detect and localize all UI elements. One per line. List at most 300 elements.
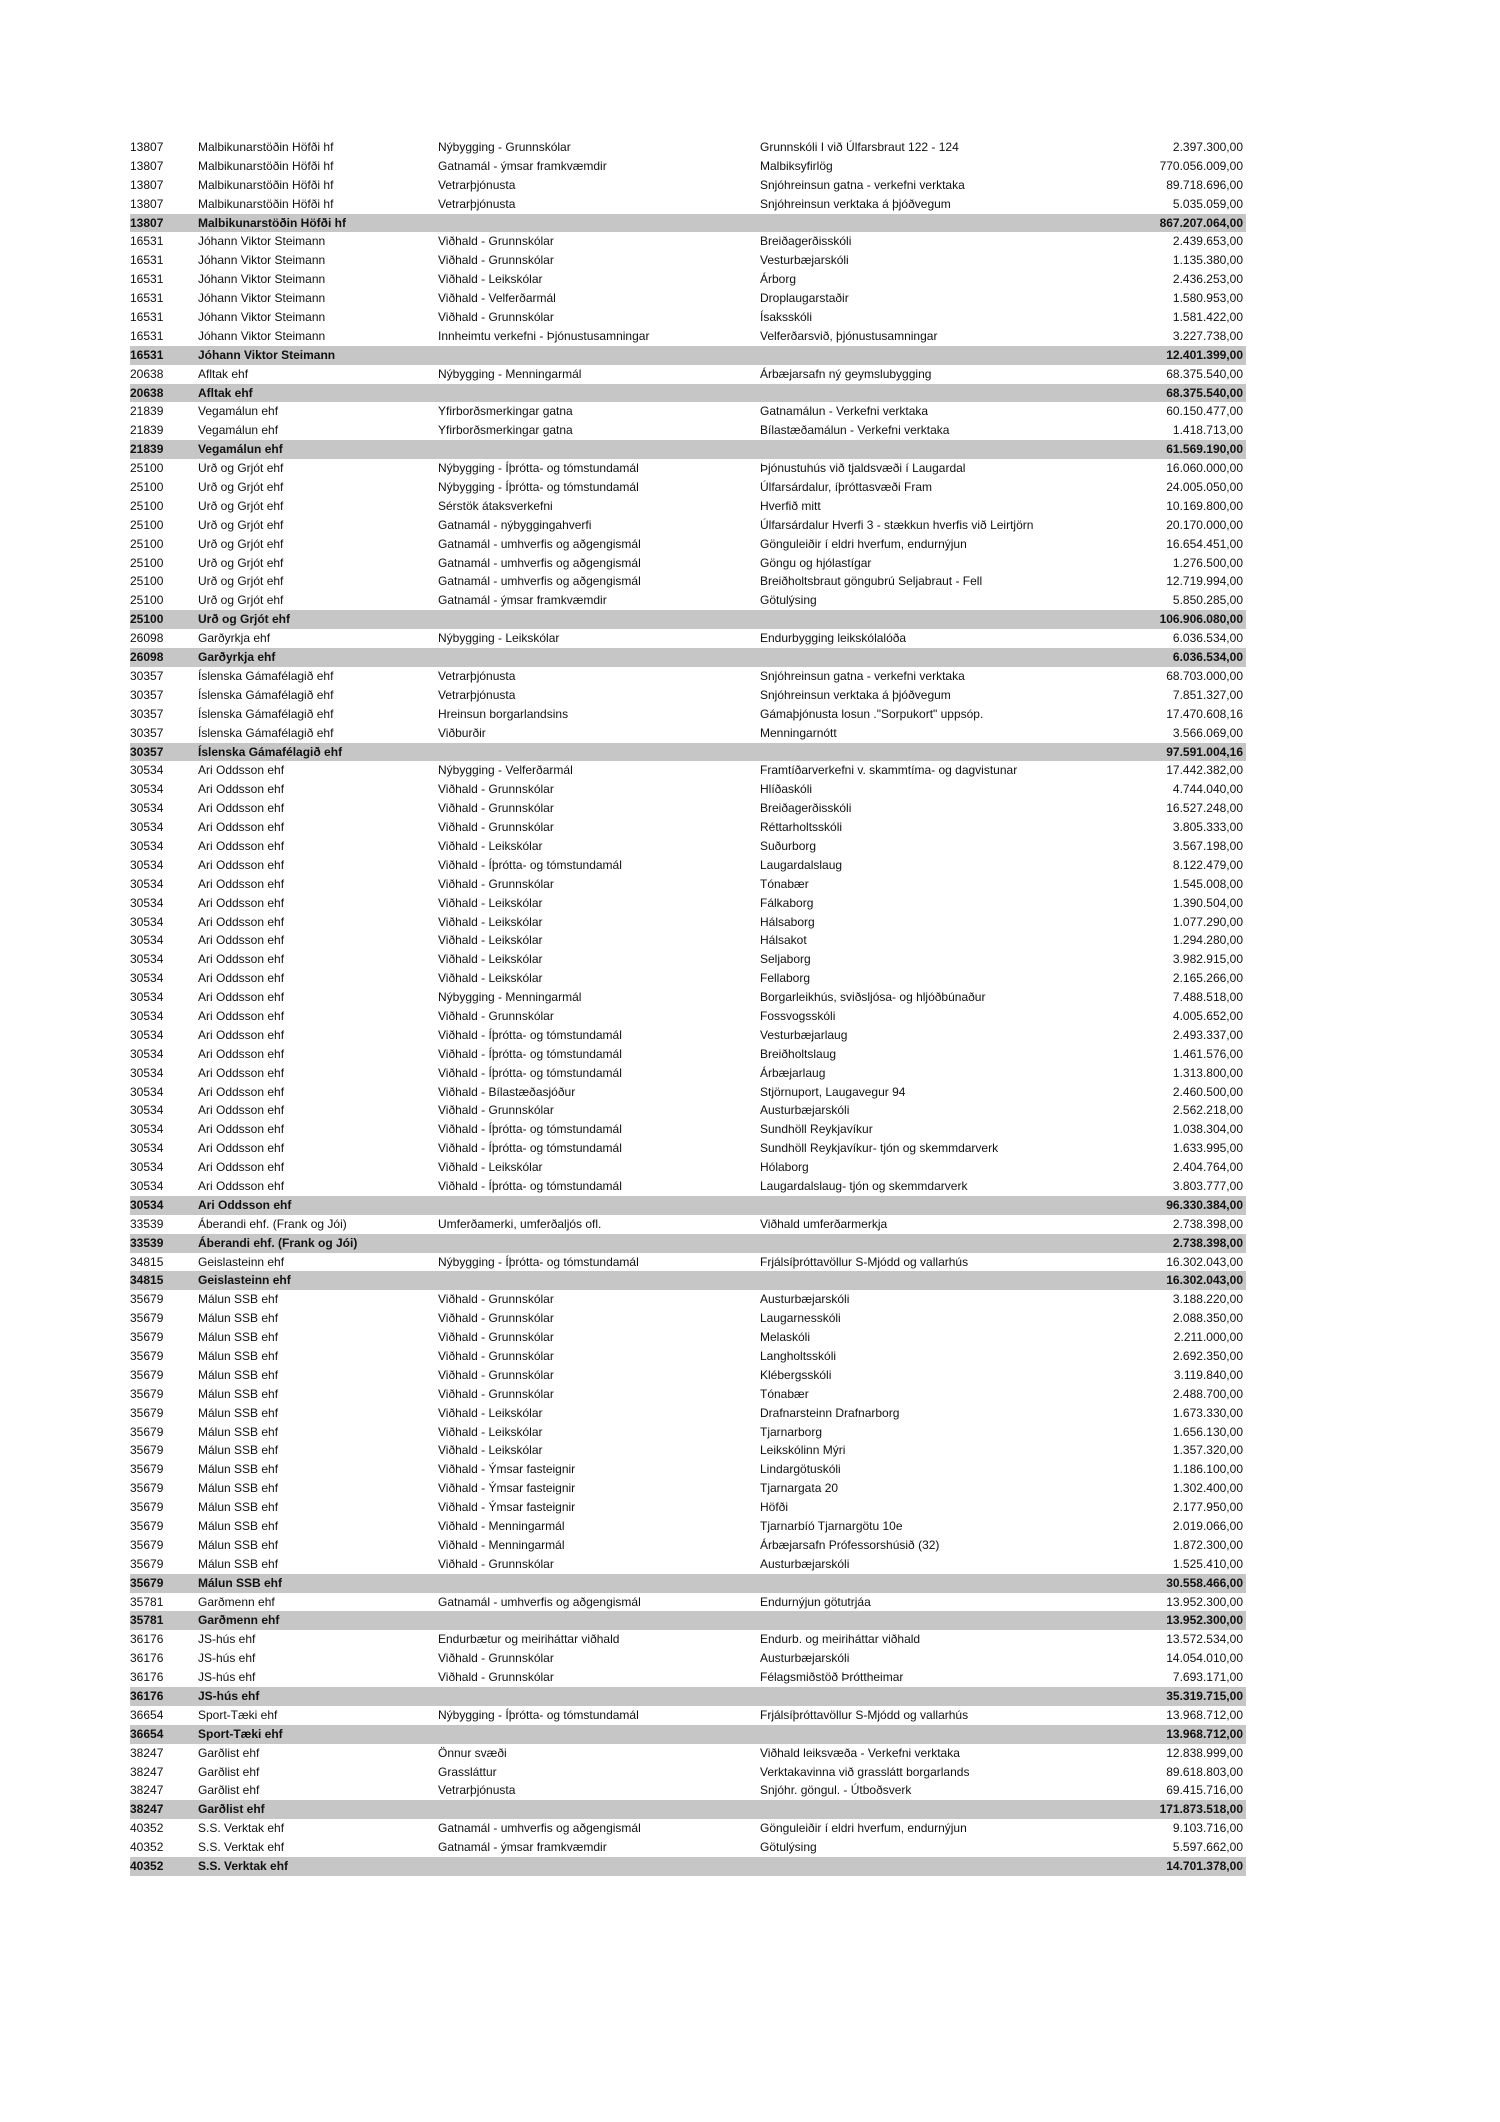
table-row [130,1649,1246,1668]
amount-cell: 2.211.000,00 [1173,1330,1243,1345]
category-cell: Viðhald - Íþrótta- og tómstundamál [438,1141,622,1156]
amount-cell: 2.692.350,00 [1172,1349,1243,1363]
amount-cell: 1.525.410,00 [1172,1556,1243,1571]
table-row [130,931,1246,950]
table-row [130,176,1246,195]
vendor-id-cell: 30534 [130,1197,164,1212]
category-cell: Viðhald - Leikskólar [438,914,543,929]
vendor-name-cell: Garðmenn ehf [198,1594,275,1609]
project-cell: Ísaksskóli [760,310,813,325]
vendor-id-cell: 13807 [130,177,164,192]
amount-cell: 13.968.712,00 [1166,1707,1243,1722]
table-row [130,1177,1246,1196]
vendor-id-cell: 35679 [130,1424,164,1439]
amount-cell: 61.569.190,00 [1166,442,1243,457]
vendor-id-cell: 21839 [130,404,164,419]
category-cell: Viðhald - Grunnskólar [438,253,554,268]
table-row [130,327,1246,346]
vendor-id-cell: 30534 [130,838,164,853]
vendor-id-cell: 38247 [130,1783,164,1798]
table-row [130,799,1246,818]
amount-cell: 12.401.399,00 [1166,347,1243,362]
amount-cell: 7.851.327,00 [1172,687,1243,702]
table-row [130,1026,1246,1045]
vendor-id-cell: 25100 [130,536,164,551]
vendor-id-cell: 35781 [130,1613,164,1628]
amount-cell: 1.135.380,00 [1172,253,1243,268]
table-row [130,1404,1246,1423]
table-row [130,1498,1246,1517]
amount-cell: 3.566.069,00 [1172,725,1243,740]
vendor-id-cell: 30357 [130,706,164,721]
vendor-id-cell: 34815 [130,1273,164,1288]
amount-cell: 7.488.518,00 [1172,990,1243,1005]
table-row [130,1290,1246,1309]
category-cell: Yfirborðsmerkingar gatna [438,404,573,419]
project-cell: Klébergsskóli [760,1367,832,1382]
table-row [130,1158,1246,1177]
vendor-id-cell: 25100 [130,593,164,608]
vendor-id-cell: 35679 [130,1405,164,1420]
table-row [130,195,1246,214]
project-cell: Endurb. og meiriháttar viðhald [760,1632,921,1647]
vendor-name-cell: S.S. Verktak ehf [198,1821,285,1836]
vendor-id-cell: 13807 [130,140,164,154]
vendor-name-cell: Ari Oddsson ehf [198,763,285,778]
table-row [130,1328,1246,1347]
vendor-id-cell: 26098 [130,631,164,646]
category-cell: Viðhald - Leikskólar [438,952,543,967]
table-row [130,289,1246,308]
amount-cell: 3.188.220,00 [1172,1292,1243,1307]
table-row [130,232,1246,251]
vendor-id-cell: 20638 [130,366,164,381]
category-cell: Önnur svæði [438,1745,507,1760]
vendor-name-cell: Málun SSB ehf [198,1481,279,1496]
table-row [130,988,1246,1007]
vendor-name-cell: Malbikunarstöðin Höfði hf [198,215,346,230]
category-cell: Viðhald - Grunnskólar [438,1670,554,1685]
vendor-name-cell: S.S. Verktak ehf [198,1840,285,1855]
vendor-id-cell: 25100 [130,461,164,476]
project-cell: Melaskóli [760,1330,811,1345]
category-cell: Gatnamál - umhverfis og aðgengismál [438,536,641,551]
project-cell: Hólaborg [760,1160,809,1175]
vendor-name-cell: Garðyrkja ehf [198,650,276,665]
table-row [130,1781,1246,1800]
table-row [130,554,1246,573]
vendor-id-cell: 30534 [130,933,164,948]
vendor-id-cell: 35679 [130,1330,164,1345]
amount-cell: 2.738.398,00 [1172,1216,1243,1231]
amount-cell: 5.850.285,00 [1172,593,1243,608]
vendor-id-cell: 36176 [130,1689,164,1704]
amount-cell: 1.581.422,00 [1172,310,1243,325]
vendor-name-cell: Ari Oddsson ehf [198,1122,285,1137]
amount-cell: 14.701.378,00 [1166,1859,1243,1874]
amount-cell: 13.952.300,00 [1166,1613,1243,1628]
project-cell: Seljaborg [760,952,811,967]
vendor-id-cell: 25100 [130,480,164,495]
vendor-id-cell: 30534 [130,1141,164,1156]
vendor-name-cell: Urð og Grjót ehf [198,517,284,532]
table-row [130,705,1246,724]
vendor-name-cell: Íslenska Gámafélagið ehf [198,725,334,740]
table-row [130,1101,1246,1120]
category-cell: Viðburðir [438,725,486,740]
vendor-name-cell: Ari Oddsson ehf [198,801,285,816]
category-cell: Viðhald - Grunnskólar [438,876,554,891]
vendor-name-cell: Jóhann Viktor Steimann [198,272,326,287]
table-row [130,1045,1246,1064]
amount-cell: 1.294.280,00 [1172,933,1243,948]
category-cell: Viðhald - Grunnskólar [438,1008,554,1023]
subtotal-row [130,440,1246,459]
table-row [130,1139,1246,1158]
vendor-id-cell: 30534 [130,895,164,910]
vendor-id-cell: 35679 [130,1556,164,1571]
table-row [130,1479,1246,1498]
category-cell: Viðhald - Íþrótta- og tómstundamál [438,1027,622,1042]
vendor-name-cell: JS-hús ehf [198,1651,256,1666]
vendor-name-cell: Málun SSB ehf [198,1330,279,1345]
table-row [130,1385,1246,1404]
table-row [130,1083,1246,1102]
vendor-name-cell: Málun SSB ehf [198,1500,279,1515]
project-cell: Viðhald umferðarmerkja [760,1216,888,1231]
vendor-id-cell: 13807 [130,215,164,230]
project-cell: Gámaþjónusta losun ."Sorpukort" uppsóp. [760,706,984,721]
vendor-id-cell: 25100 [130,574,164,589]
category-cell: Viðhald - Grunnskólar [438,234,554,249]
vendor-id-cell: 16531 [130,347,164,362]
vendor-id-cell: 30534 [130,1122,164,1137]
vendor-name-cell: Jóhann Viktor Steimann [198,234,326,249]
category-cell: Viðhald - Ýmsar fasteignir [438,1462,576,1477]
amount-cell: 1.077.290,00 [1172,914,1243,929]
category-cell: Viðhald - Bílastæðasjóður [438,1084,576,1099]
category-cell: Viðhald - Ýmsar fasteignir [438,1481,576,1496]
subtotal-row [130,1271,1246,1290]
category-cell: Viðhald - Leikskólar [438,1424,543,1439]
project-cell: Höfði [760,1500,789,1515]
vendor-name-cell: Ari Oddsson ehf [198,971,285,986]
vendor-name-cell: Urð og Grjót ehf [198,555,284,570]
vendor-name-cell: Ari Oddsson ehf [198,1065,285,1080]
amount-cell: 3.805.333,00 [1172,820,1243,835]
amount-cell: 60.150.477,00 [1166,404,1243,419]
amount-cell: 1.038.304,00 [1172,1122,1243,1137]
category-cell: Nýbygging - Leikskólar [438,631,560,646]
project-cell: Austurbæjarskóli [760,1651,850,1666]
table-row [130,724,1246,743]
project-cell: Tjarnargata 20 [760,1481,839,1496]
table-row [130,535,1246,554]
vendor-id-cell: 16531 [130,234,164,249]
table-row [130,1309,1246,1328]
table-row [130,1744,1246,1763]
vendor-name-cell: Urð og Grjót ehf [198,536,284,551]
amount-cell: 89.718.696,00 [1166,177,1243,192]
project-cell: Gönguleiðir í eldri hverfum, endurnýjun [760,536,967,551]
project-cell: Sundhöll Reykjavíkur- tjón og skemmdarverk [760,1141,999,1156]
vendor-name-cell: Ari Oddsson ehf [198,1027,285,1042]
project-cell: Borgarleikhús, sviðsljósa- og hljóðbúnaður [760,990,986,1005]
project-cell: Hálsakot [760,933,807,948]
table-row [130,1555,1246,1574]
category-cell: Gatnamál - umhverfis og aðgengismál [438,574,641,589]
category-cell: Gatnamál - umhverfis og aðgengismál [438,1821,641,1836]
amount-cell: 171.873.518,00 [1159,1802,1243,1817]
table-row [130,1366,1246,1385]
amount-cell: 89.618.803,00 [1166,1764,1243,1779]
amount-cell: 2.439.653,00 [1172,234,1243,249]
vendor-name-cell: Málun SSB ehf [198,1519,279,1534]
amount-cell: 3.803.777,00 [1172,1178,1243,1193]
vendor-name-cell: Geislasteinn ehf [198,1254,285,1269]
vendor-id-cell: 34815 [130,1254,164,1269]
project-cell: Réttarholtsskóli [760,820,843,835]
vendor-id-cell: 16531 [130,328,164,343]
amount-cell: 6.036.534,00 [1172,631,1243,646]
vendor-id-cell: 35781 [130,1594,164,1609]
vendor-name-cell: Sport-Tæki ehf [198,1707,278,1722]
project-cell: Snjóhreinsun gatna - verkefni verktaka [760,177,965,192]
vendor-id-cell: 35679 [130,1367,164,1382]
table-row [130,1460,1246,1479]
vendor-id-cell: 35679 [130,1500,164,1515]
vendor-id-cell: 35679 [130,1481,164,1496]
project-cell: Félagsmiðstöð Þróttheimar [760,1670,904,1685]
vendor-name-cell: Málun SSB ehf [198,1311,279,1326]
vendor-name-cell: Málun SSB ehf [198,1386,279,1401]
subtotal-row [130,1574,1246,1593]
amount-cell: 13.968.712,00 [1166,1726,1243,1741]
amount-cell: 1.313.800,00 [1172,1065,1243,1080]
category-cell: Yfirborðsmerkingar gatna [438,423,573,438]
vendor-name-cell: Íslenska Gámafélagið ehf [198,706,334,721]
amount-cell: 1.302.400,00 [1172,1481,1243,1496]
project-cell: Árbæjarlaug [760,1065,826,1080]
amount-cell: 68.703.000,00 [1166,668,1243,683]
category-cell: Viðhald - Grunnskólar [438,1386,554,1401]
amount-cell: 106.906.080,00 [1159,612,1243,627]
project-cell: Vesturbæjarskóli [760,253,849,268]
vendor-name-cell: Ari Oddsson ehf [198,857,285,872]
amount-cell: 16.527.248,00 [1166,801,1243,816]
project-cell: Laugardalslaug [760,857,843,872]
project-cell: Götulýsing [760,1840,817,1855]
amount-cell: 1.418.713,00 [1172,423,1243,438]
vendor-name-cell: Ari Oddsson ehf [198,990,285,1005]
subtotal-row [130,214,1246,233]
vendor-id-cell: 35679 [130,1443,164,1458]
vendor-name-cell: Sport-Tæki ehf [198,1726,283,1741]
vendor-name-cell: Garðlist ehf [198,1764,260,1779]
project-cell: Götulýsing [760,593,817,608]
project-cell: Tjarnarbíó Tjarnargötu 10e [760,1519,903,1534]
table-row [130,1215,1246,1234]
vendor-id-cell: 13807 [130,158,164,173]
vendor-id-cell: 30534 [130,1046,164,1061]
project-cell: Snjóhr. göngul. - Útboðsverk [760,1783,912,1798]
subtotal-row [130,1857,1246,1876]
project-cell: Menningarnótt [760,725,837,740]
amount-cell: 1.656.130,00 [1172,1424,1243,1439]
category-cell: Viðhald - Grunnskólar [438,1367,554,1382]
category-cell: Viðhald - Íþrótta- og tómstundamál [438,1122,622,1137]
vendor-name-cell: Ari Oddsson ehf [198,933,285,948]
amount-cell: 1.545.008,00 [1172,876,1243,891]
category-cell: Gatnamál - nýbyggingahverfi [438,517,592,532]
project-cell: Hálsaborg [760,914,815,929]
vendor-id-cell: 40352 [130,1859,164,1874]
project-cell: Stjörnuport, Laugavegur 94 [760,1084,906,1099]
category-cell: Umferðamerki, umferðaljós ofl. [438,1216,602,1231]
subtotal-row [130,743,1246,762]
category-cell: Viðhald - Leikskólar [438,1443,543,1458]
amount-cell: 3.567.198,00 [1172,838,1243,853]
subtotal-row [130,1611,1246,1630]
category-cell: Viðhald - Leikskólar [438,838,543,853]
table-row [130,1064,1246,1083]
vendor-id-cell: 30534 [130,1178,164,1193]
project-cell: Lindargötuskóli [760,1462,841,1477]
amount-cell: 2.088.350,00 [1172,1311,1243,1326]
vendor-name-cell: Urð og Grjót ehf [198,612,290,627]
amount-cell: 8.122.479,00 [1172,857,1243,872]
vendor-id-cell: 16531 [130,253,164,268]
amount-cell: 1.580.953,00 [1172,291,1243,306]
category-cell: Gatnamál - ýmsar framkvæmdir [438,1840,607,1855]
table-row [130,1630,1246,1649]
vendor-name-cell: Ari Oddsson ehf [198,838,285,853]
vendor-id-cell: 36654 [130,1726,164,1741]
amount-cell: 2.177.950,00 [1172,1500,1243,1515]
amount-cell: 35.319.715,00 [1166,1689,1243,1704]
project-cell: Verktakavinna við grasslátt borgarlands [760,1764,970,1779]
vendor-name-cell: Ari Oddsson ehf [198,782,285,797]
project-cell: Göngu og hjólastígar [760,555,872,570]
vendor-id-cell: 30534 [130,857,164,872]
vendor-id-cell: 40352 [130,1840,164,1855]
table-row [130,497,1246,516]
vendor-name-cell: S.S. Verktak ehf [198,1859,289,1874]
category-cell: Vetrarþjónusta [438,177,516,192]
project-cell: Fellaborg [760,971,811,986]
category-cell: Nýbygging - Menningarmál [438,990,582,1005]
category-cell: Viðhald - Leikskólar [438,1405,543,1420]
project-cell: Droplaugarstaðir [760,291,849,306]
table-row [130,761,1246,780]
amount-cell: 2.488.700,00 [1172,1386,1243,1401]
amount-cell: 12.719.994,00 [1166,574,1243,589]
vendor-name-cell: Urð og Grjót ehf [198,480,284,495]
amount-cell: 2.436.253,00 [1172,272,1243,287]
vendor-name-cell: Geislasteinn ehf [198,1273,291,1288]
vendor-name-cell: Vegamálun ehf [198,404,279,419]
amount-cell: 16.060.000,00 [1166,461,1243,476]
vendor-id-cell: 38247 [130,1745,164,1760]
vendor-name-cell: Áberandi ehf. (Frank og Jói) [198,1216,347,1231]
project-cell: Fossvogsskóli [760,1008,836,1023]
vendor-name-cell: Garðyrkja ehf [198,631,271,646]
table-row [130,1120,1246,1139]
vendor-id-cell: 36176 [130,1632,164,1647]
table-row [130,157,1246,176]
amount-cell: 16.654.451,00 [1166,536,1243,551]
category-cell: Viðhald - Íþrótta- og tómstundamál [438,1046,622,1061]
amount-cell: 1.186.100,00 [1172,1462,1243,1477]
vendor-name-cell: Málun SSB ehf [198,1443,279,1458]
vendor-id-cell: 30357 [130,725,164,740]
category-cell: Nýbygging - Íþrótta- og tómstundamál [438,1254,639,1269]
vendor-name-cell: Málun SSB ehf [198,1575,283,1590]
vendor-name-cell: Jóhann Viktor Steimann [198,291,326,306]
category-cell: Nýbygging - Íþrótta- og tómstundamál [438,461,639,476]
amount-cell: 30.558.466,00 [1166,1575,1243,1590]
vendor-id-cell: 20638 [130,385,164,400]
project-cell: Þjónustuhús við tjaldsvæði í Laugardal [760,461,966,476]
category-cell: Viðhald - Leikskólar [438,895,543,910]
vendor-name-cell: Ari Oddsson ehf [198,820,285,835]
category-cell: Viðhald - Leikskólar [438,971,543,986]
project-cell: Bílastæðamálun - Verkefni verktaka [760,423,950,438]
project-cell: Breiðholtsbraut göngubrú Seljabraut - Fell [760,574,983,589]
amount-cell: 5.035.059,00 [1172,196,1243,211]
project-cell: Drafnarsteinn Drafnarborg [760,1405,900,1420]
amount-cell: 24.005.050,00 [1166,480,1243,495]
amount-cell: 16.302.043,00 [1166,1254,1243,1269]
category-cell: Viðhald - Grunnskólar [438,1103,554,1118]
amount-cell: 2.460.500,00 [1172,1084,1243,1099]
table-row [130,629,1246,648]
category-cell: Endurbætur og meiriháttar viðhald [438,1632,620,1647]
vendor-id-cell: 30534 [130,1084,164,1099]
vendor-id-cell: 30534 [130,1065,164,1080]
vendor-id-cell: 16531 [130,291,164,306]
vendor-name-cell: Malbikunarstöðin Höfði hf [198,140,334,154]
project-cell: Laugarnesskóli [760,1311,841,1326]
project-cell: Úlfarsárdalur, íþróttasvæði Fram [760,480,933,495]
amount-cell: 1.357.320,00 [1172,1443,1243,1458]
category-cell: Nýbygging - Menningarmál [438,366,582,381]
vendor-id-cell: 30357 [130,744,164,759]
vendor-name-cell: Garðlist ehf [198,1783,260,1798]
table-row [130,459,1246,478]
vendor-name-cell: Ari Oddsson ehf [198,1008,285,1023]
table-row [130,478,1246,497]
amount-cell: 12.838.999,00 [1166,1745,1243,1760]
vendor-name-cell: Urð og Grjót ehf [198,498,284,513]
amount-cell: 69.415.716,00 [1166,1783,1243,1798]
subtotal-row [130,610,1246,629]
amount-cell: 2.562.218,00 [1172,1103,1243,1118]
vendor-name-cell: JS-hús ehf [198,1689,260,1704]
table-row [130,950,1246,969]
category-cell: Viðhald - Grunnskólar [438,1349,554,1363]
project-cell: Framtíðarverkefni v. skammtíma- og dagvistunar [760,763,1018,778]
table-row [130,308,1246,327]
table-row [130,875,1246,894]
project-cell: Austurbæjarskóli [760,1556,850,1571]
vendor-id-cell: 30534 [130,820,164,835]
amount-cell: 3.982.915,00 [1172,952,1243,967]
project-cell: Frjálsíþróttavöllur S-Mjódd og vallarhús [760,1707,969,1722]
vendor-name-cell: Íslenska Gámafélagið ehf [198,744,343,759]
category-cell: Sérstök átaksverkefni [438,498,553,513]
category-cell: Viðhald - Menningarmál [438,1519,565,1534]
